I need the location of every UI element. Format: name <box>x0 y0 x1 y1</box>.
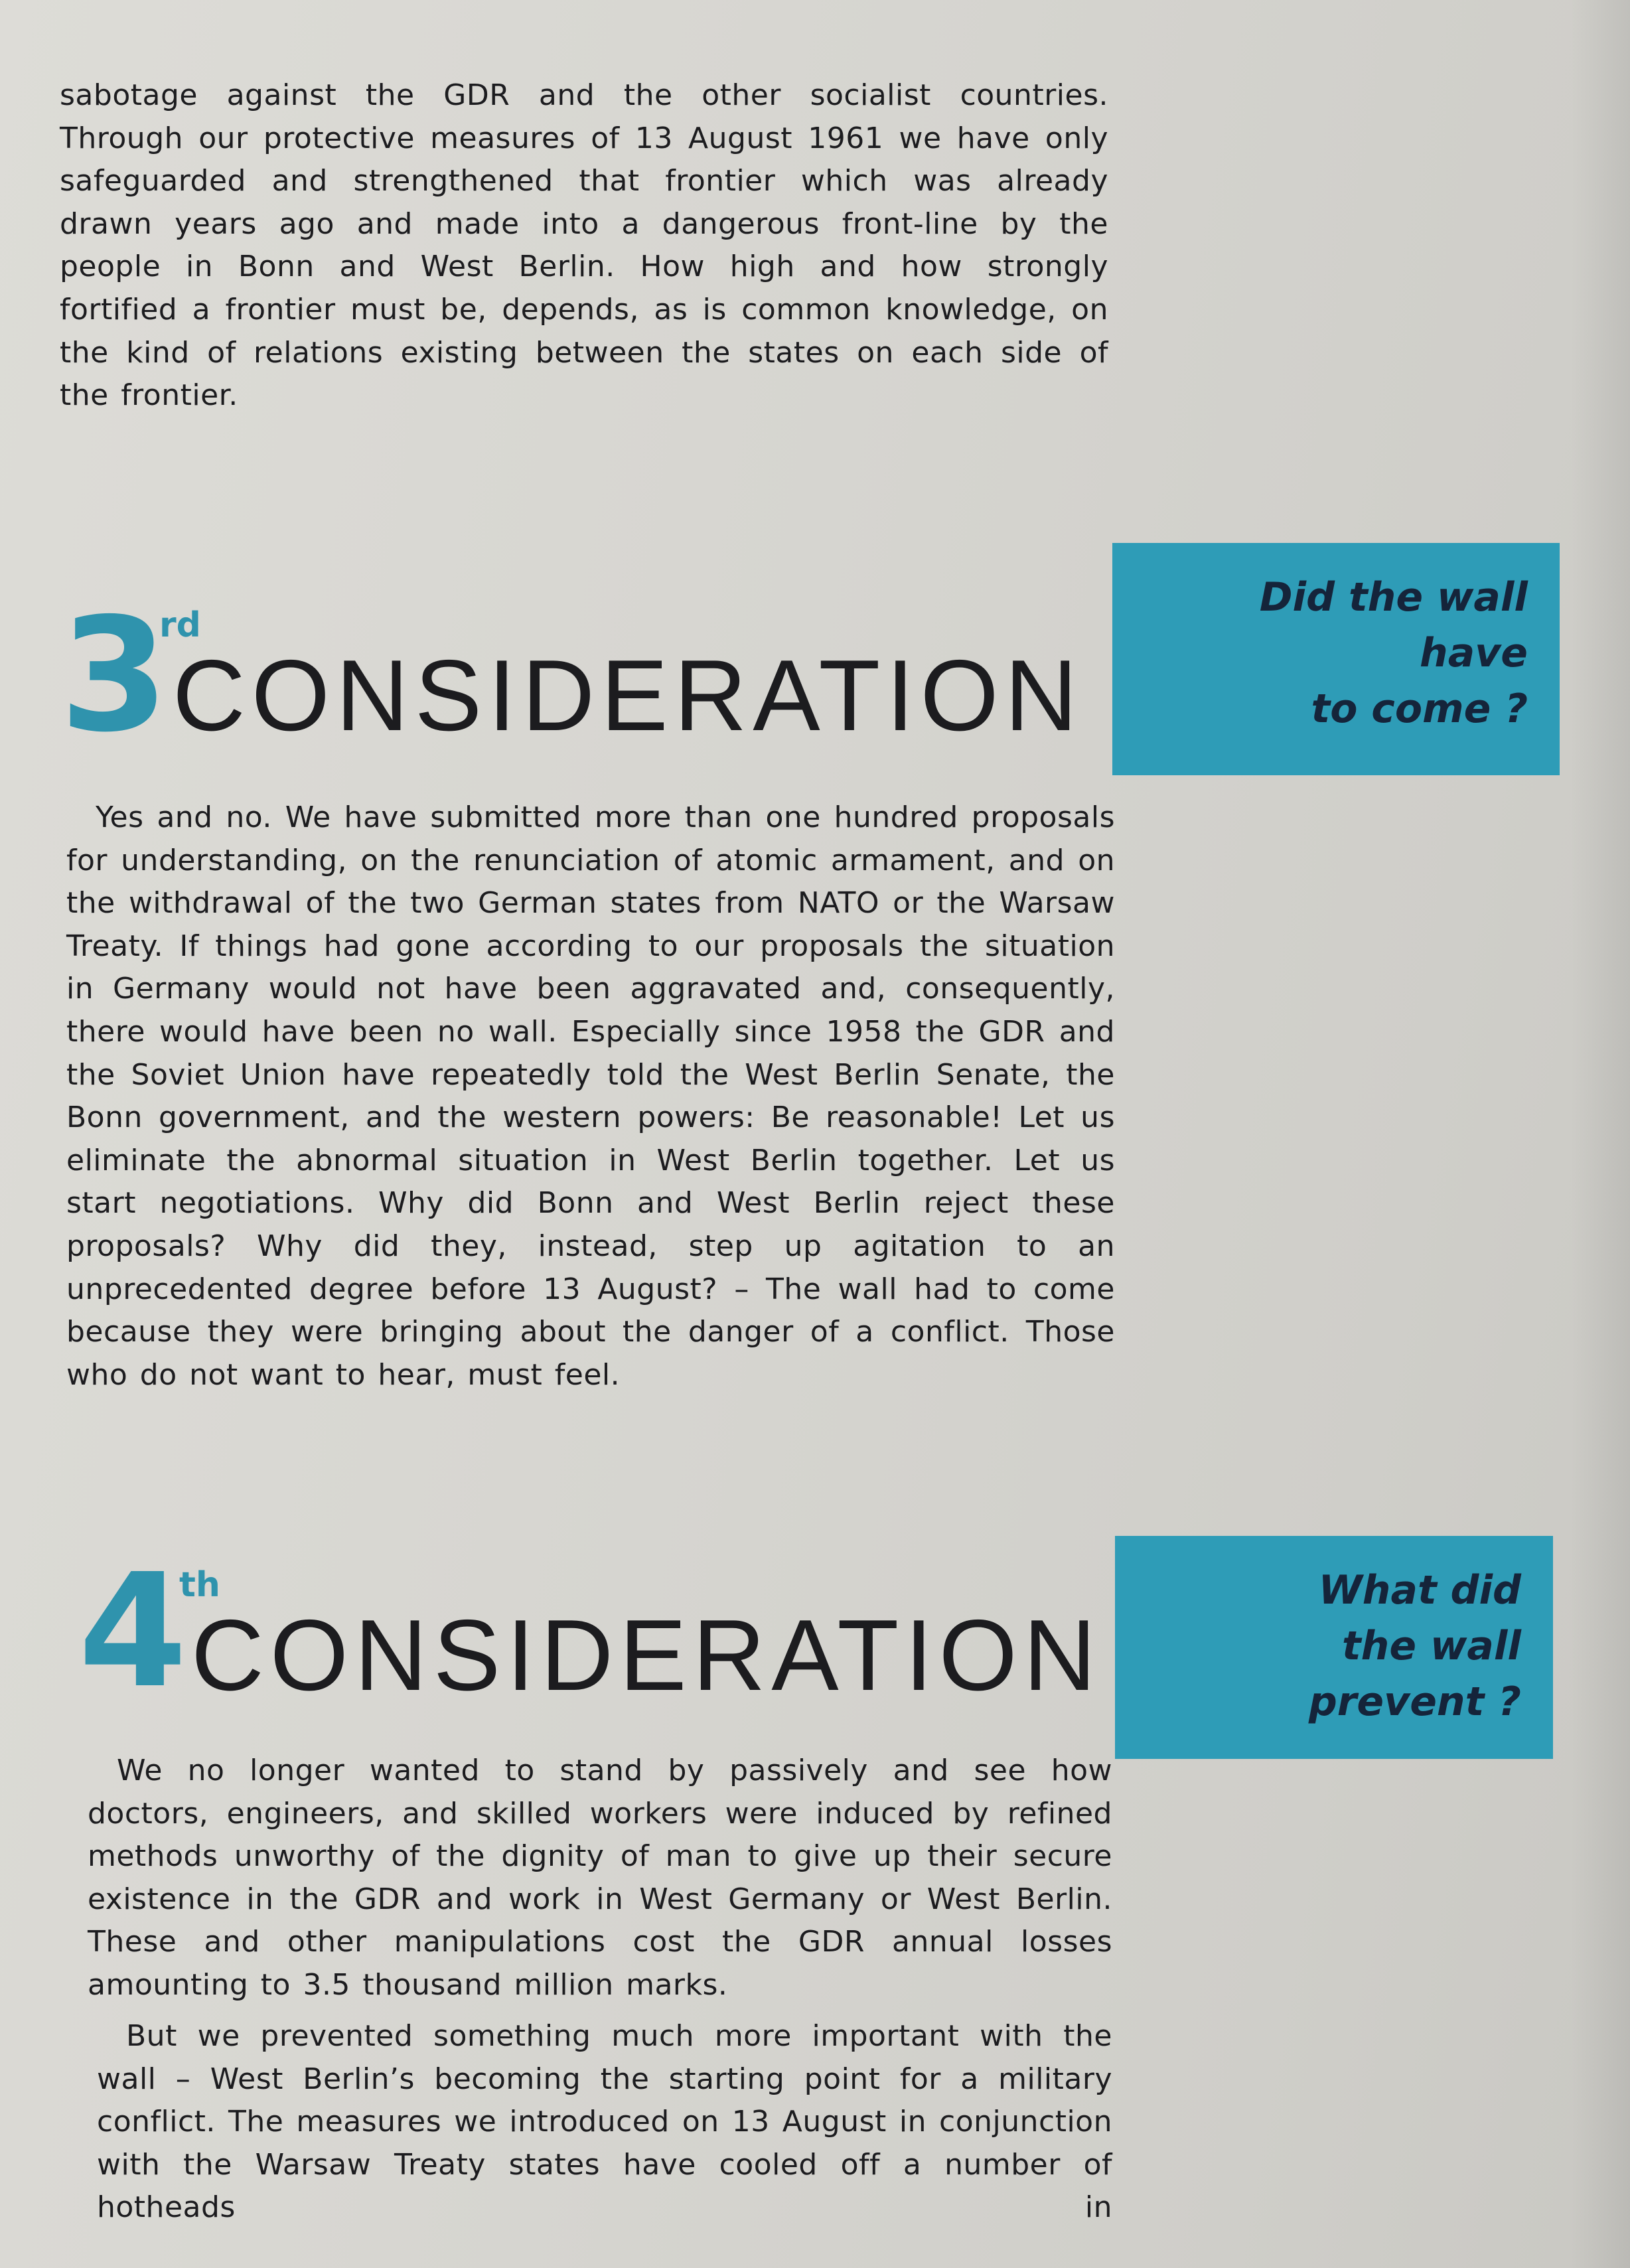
callout-box-did-the-wall-have-to-come <box>1112 543 1560 775</box>
callout-line: What did <box>1318 1567 1521 1614</box>
callout-line: to come ? <box>1311 686 1528 732</box>
callout-line: Did the wall <box>1259 574 1528 621</box>
heading-number: 3 <box>60 584 169 767</box>
heading-ordinal: th <box>179 1565 220 1605</box>
heading-third-consideration <box>60 584 1084 767</box>
callout-line: prevent ? <box>1308 1679 1521 1725</box>
callout-line: have <box>1419 630 1528 676</box>
callout-line: the wall <box>1341 1623 1521 1669</box>
heading-title: CONSIDERATION <box>173 639 1084 752</box>
third-consideration-paragraph: Yes and no. We have submitted more than one hundred proposals for understanding, on the renunciation of atomic armament, and on the withdrawal of the two German states from NATO or the Warsaw Treaty. If things had gone according to our proposals the situation in Germany would not have been aggravated and, consequently, there would have been no wall. Especially since 1958 the GDR and the Soviet Union have repeatedly told the West Berlin Senate, the Bonn government, and the western powers: Be reasonable! Let us eliminate the abnormal situation in West Berlin together. Let us start negotiations. Why did Bonn and West Berlin reject these proposals? Why did they, instead, step up agitation to an unprecedented degree before 13 August? – The wall had to come because they were bringing about the danger of a conflict. Those who do not want to hear, must feel. <box>66 800 1115 1392</box>
page-edge-shadow <box>1570 0 1630 2268</box>
heading-title: CONSIDERATION <box>191 1599 1102 1712</box>
intro-paragraph: sabotage against the GDR and the other socialist countries. Through our protective measures of 13 August 1961 we have only safeguarded and strengthened that frontier which was already drawn years ago and made into a dangerous front-line by the people in Bonn and West Berlin. How high and how strongly fortified a frontier must be, depends, as is common knowledge, on the kind of relations existing between the states on each side of the frontier. <box>60 78 1108 413</box>
heading-ordinal: rd <box>159 605 201 645</box>
heading-number: 4 <box>78 1540 188 1722</box>
heading-fourth-consideration <box>78 1540 1102 1722</box>
callout-box-what-did-the-wall-prevent <box>1115 1536 1553 1759</box>
fourth-consideration-paragraph-2: But we prevented something much more important with the wall – West Berlin’s becoming the starting point for a military conflict. The measures we introduced on 13 August in conjunction with the Warsaw Treaty states have cooled off a number of hotheads in <box>97 2019 1112 2225</box>
fourth-consideration-paragraph-1: We no longer wanted to stand by passively and see how doctors, engineers, and skilled workers were induced by refined methods unworthy of the dignity of man to give up their secure existence in the GDR and work in West Germany or West Berlin. These and other manipulations cost the GDR annual losses amounting to 3.5 thousand million marks. <box>88 1754 1112 2002</box>
